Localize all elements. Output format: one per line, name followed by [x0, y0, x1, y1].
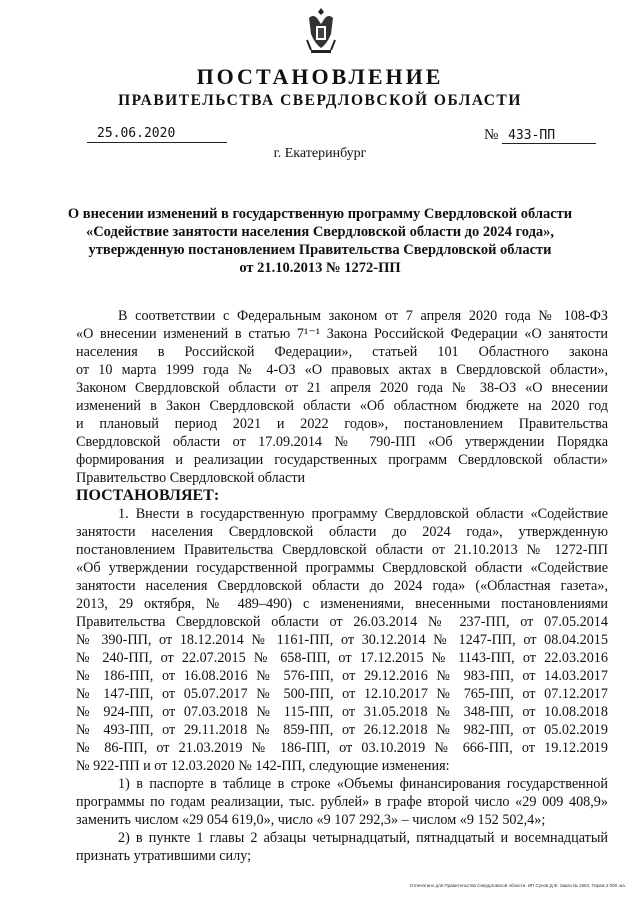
document-body: [76, 307, 608, 865]
body-line: 2) в пункте 1 главы 2 абзацы четырнадцатый, пятнадцатый и восемнадцатый: [118, 830, 608, 846]
document-subtitle: ПРАВИТЕЛЬСТВА СВЕРДЛОВСКОЙ ОБЛАСТИ: [118, 92, 522, 109]
document-heading: [60, 205, 580, 277]
body-line: «О внесении изменений в статью 7¹⁻¹ Закона Российской Федерации «О занятости: [76, 326, 608, 342]
body-line: от 10 марта 1999 года № 4-ОЗ «О правовых актах в Свердловской области»,: [76, 362, 608, 378]
body-line: формирования и реализации государственных программ Свердловской области»: [76, 452, 608, 468]
document-title: ПОСТАНОВЛЕНИЕ: [196, 64, 444, 89]
body-line: Правительства Свердловской области от 26.03.2014 № 237-ПП, от 07.05.2014: [76, 614, 608, 630]
document-date: 25.06.2020: [87, 126, 227, 143]
body-line: В соответствии с Федеральным законом от 7 апреля 2020 года № 108-ФЗ: [118, 308, 608, 324]
body-line: изменений в Закон Свердловской области «Об областном бюджете на 2020 год: [76, 398, 608, 414]
heading-line: «Содействие занятости населения Свердловской области до 2024 года»,: [85, 224, 555, 240]
body-line: и плановый период 2021 и 2022 годов», постановлением Правительства: [76, 416, 608, 432]
body-line: заменить числом «29 054 619,0», число «9 107 292,3» – числом «9 152 502,4»;: [76, 812, 546, 828]
body-line: населения в Российской Федерации», статьей 101 Областного закона: [76, 344, 608, 360]
print-footer: Отпечатано для Правительства Свердловской области. ИП Сунов Д.Ф. Заказ № 1963. Тираж 2 000 экз.: [409, 883, 626, 888]
body-line: признать утратившими силу;: [76, 848, 252, 864]
body-line: постановлением Правительства Свердловской области от 21.10.2013 № 1272-ПП: [76, 542, 608, 558]
heading-line: от 21.10.2013 № 1272-ПП: [239, 260, 401, 276]
body-line: № 924-ПП, от 07.03.2018 № 115-ПП, от 31.05.2018 № 348-ПП, от 10.08.2018: [76, 704, 608, 720]
body-line: Правительство Свердловской области: [76, 470, 306, 486]
body-line: занятости населения Свердловской области до 2024 года» («Областная газета»,: [76, 578, 608, 594]
body-line: занятости населения Свердловской области до 2024 года», утвержденную: [76, 524, 608, 540]
body-line: 1. Внести в государственную программу Свердловской области «Содействие: [118, 506, 608, 522]
body-line: № 240-ПП, от 22.07.2015 № 658-ПП, от 17.12.2015 № 1143-ПП, от 22.03.2016: [76, 650, 608, 666]
heading-line: утвержденную постановлением Правительства Свердловской области: [88, 242, 552, 258]
heading-line: О внесении изменений в государственную программу Свердловской области: [67, 206, 573, 222]
resolve-heading: ПОСТАНОВЛЯЕТ:: [76, 487, 220, 504]
body-line: № 493-ПП, от 29.11.2018 № 859-ПП, от 26.12.2018 № 982-ПП, от 05.02.2019: [76, 722, 608, 738]
document-number: 433-ПП: [502, 128, 596, 144]
document-number-block: [484, 127, 596, 144]
body-line: Законом Свердловской области от 21 апреля 2020 года № 38-ОЗ «О внесении: [76, 380, 608, 396]
number-label: №: [484, 127, 499, 143]
body-line: 2013, 29 октября, № 489–490) с изменениями, внесенными постановлениями: [76, 596, 608, 612]
body-line: «Об утверждении государственной программы Свердловской области «Содействие: [76, 560, 608, 576]
body-line: № 86-ПП, от 21.03.2019 № 186-ПП, от 03.10.2019 № 666-ПП, от 19.12.2019: [76, 740, 608, 756]
body-line: № 922-ПП и от 12.03.2020 № 142-ПП, следующие изменения:: [76, 758, 450, 774]
body-line: Свердловской области от 17.09.2014 № 790-ПП «Об утверждении Порядка: [76, 434, 608, 450]
document-city: г. Екатеринбург: [273, 146, 367, 161]
coat-of-arms-icon: [305, 6, 337, 56]
body-line: программы по годам реализации, тыс. рублей» в графе второй число «29 009 408,9»: [76, 794, 608, 810]
body-line: № 186-ПП, от 16.08.2016 № 576-ПП, от 29.12.2016 № 983-ПП, от 14.03.2017: [76, 668, 608, 684]
body-line: № 147-ПП, от 05.07.2017 № 500-ПП, от 12.10.2017 № 765-ПП, от 07.12.2017: [76, 686, 608, 702]
body-line: 1) в паспорте в таблице в строке «Объемы финансирования государственной: [118, 776, 608, 792]
body-line: № 390-ПП, от 18.12.2014 № 1161-ПП, от 30.12.2014 № 1247-ПП, от 08.04.2015: [76, 632, 608, 648]
